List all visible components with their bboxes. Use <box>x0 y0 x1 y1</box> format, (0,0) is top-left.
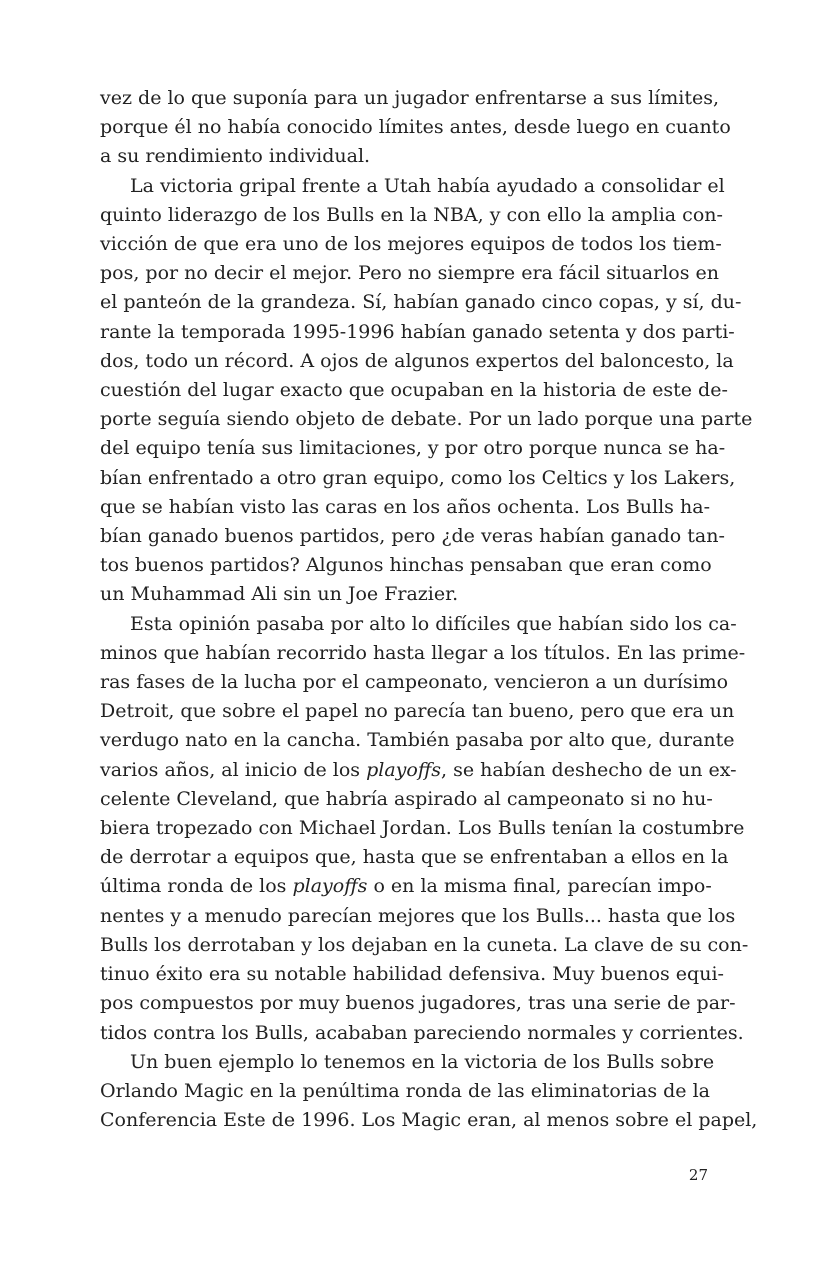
text-line: La victoria gripal frente a Utah había ayudado a consolidar el <box>130 174 725 197</box>
text-line: Orlando Magic en la penúltima ronda de las eliminatorias de la <box>100 1079 710 1102</box>
text-line: el panteón de la grandeza. Sí, habían ganado cinco copas, y sí, du- <box>100 291 742 314</box>
text-line: minos que habían recorrido hasta llegar a los títulos. En las prime- <box>100 641 746 664</box>
text-line: cuestión del lugar exacto que ocupaban en la historia de este de- <box>100 379 728 402</box>
text-line: pos compuestos por muy buenos jugadores, tras una serie de par- <box>100 992 736 1015</box>
text-run: última ronda de los <box>100 875 293 898</box>
text-run: varios años, al inicio de los <box>100 758 367 781</box>
text-run: o en la misma final, parecían impo- <box>367 875 712 898</box>
text-line: a su rendimiento individual. <box>100 145 371 168</box>
text-line: ras fases de la lucha por el campeonato, vencieron a un durísimo <box>100 671 729 694</box>
text-line: nentes y a menudo parecían mejores que los Bulls... hasta que los <box>100 904 736 927</box>
text-line: tidos contra los Bulls, acababan pareciendo normales y corrientes. <box>100 1021 744 1044</box>
text-line: celente Cleveland, que habría aspirado al campeonato si no hu- <box>100 787 713 810</box>
text-line: bían enfrentado a otro gran equipo, como los Celtics y los Lakers, <box>100 466 736 489</box>
text-line: Esta opinión pasaba por alto lo difíciles que habían sido los ca- <box>130 612 737 635</box>
text-line: Detroit, que sobre el papel no parecía tan bueno, pero que era un <box>100 700 735 723</box>
paragraph <box>100 1048 758 1136</box>
italic-term: playoffs <box>366 758 442 781</box>
text-line: del equipo tenía sus limitaciones, y por otro porque nunca se ha- <box>100 437 726 460</box>
text-line: tos buenos partidos? Algunos hinchas pensaban que eran como <box>100 554 712 577</box>
text-line: pos, por no decir el mejor. Pero no siempre era fácil situarlos en <box>100 262 719 285</box>
text-line: vez de lo que suponía para un jugador enfrentarse a sus límites, <box>100 87 719 109</box>
text-line: verdugo nato en la cancha. También pasaba por alto que, durante <box>100 729 735 752</box>
text-line: un Muhammad Ali sin un Joe Frazier. <box>100 583 459 606</box>
text-line: tinuo éxito era su notable habilidad defensiva. Muy buenos equi- <box>100 963 724 986</box>
text-line: Bulls los derrotaban y los dejaban en la cuneta. La clave de su con- <box>100 933 749 956</box>
text-line: biera tropezado con Michael Jordan. Los Bulls tenían la costumbre <box>100 817 745 840</box>
text-run: , se habían deshecho de un ex- <box>441 758 737 781</box>
text-line: porte seguía siendo objeto de debate. Por un lado porque una parte <box>100 408 753 431</box>
text-line: de derrotar a equipos que, hasta que se enfrentaban a ellos en la <box>100 846 729 869</box>
page-number: 27 <box>688 1166 708 1184</box>
text-line: Un buen ejemplo lo tenemos en la victoria de los Bulls sobre <box>130 1050 715 1073</box>
text-line: Conferencia Este de 1996. Los Magic eran, al menos sobre el papel, <box>100 1109 758 1132</box>
text-line: dos, todo un récord. A ojos de algunos expertos del baloncesto, la <box>100 349 734 372</box>
italic-term: playoffs <box>292 875 368 898</box>
text-line: rante la temporada 1995-1996 habían ganado setenta y dos parti- <box>100 320 735 343</box>
paragraph <box>100 84 731 172</box>
text-line: que se habían visto las caras en los años ochenta. Los Bulls ha- <box>100 495 710 518</box>
text-line <box>100 756 737 785</box>
paragraph <box>100 172 753 610</box>
text-line: porque él no había conocido límites antes, desde luego en cuanto <box>100 116 731 139</box>
page-body <box>100 84 758 1135</box>
text-line: vicción de que era uno de los mejores equipos de todos los tiem- <box>100 233 722 256</box>
text-line: quinto liderazgo de los Bulls en la NBA, y con ello la amplia con- <box>100 203 723 226</box>
text-line <box>100 872 710 901</box>
paragraph <box>100 610 749 1048</box>
text-line: bían ganado buenos partidos, pero ¿de veras habían ganado tan- <box>100 525 725 548</box>
